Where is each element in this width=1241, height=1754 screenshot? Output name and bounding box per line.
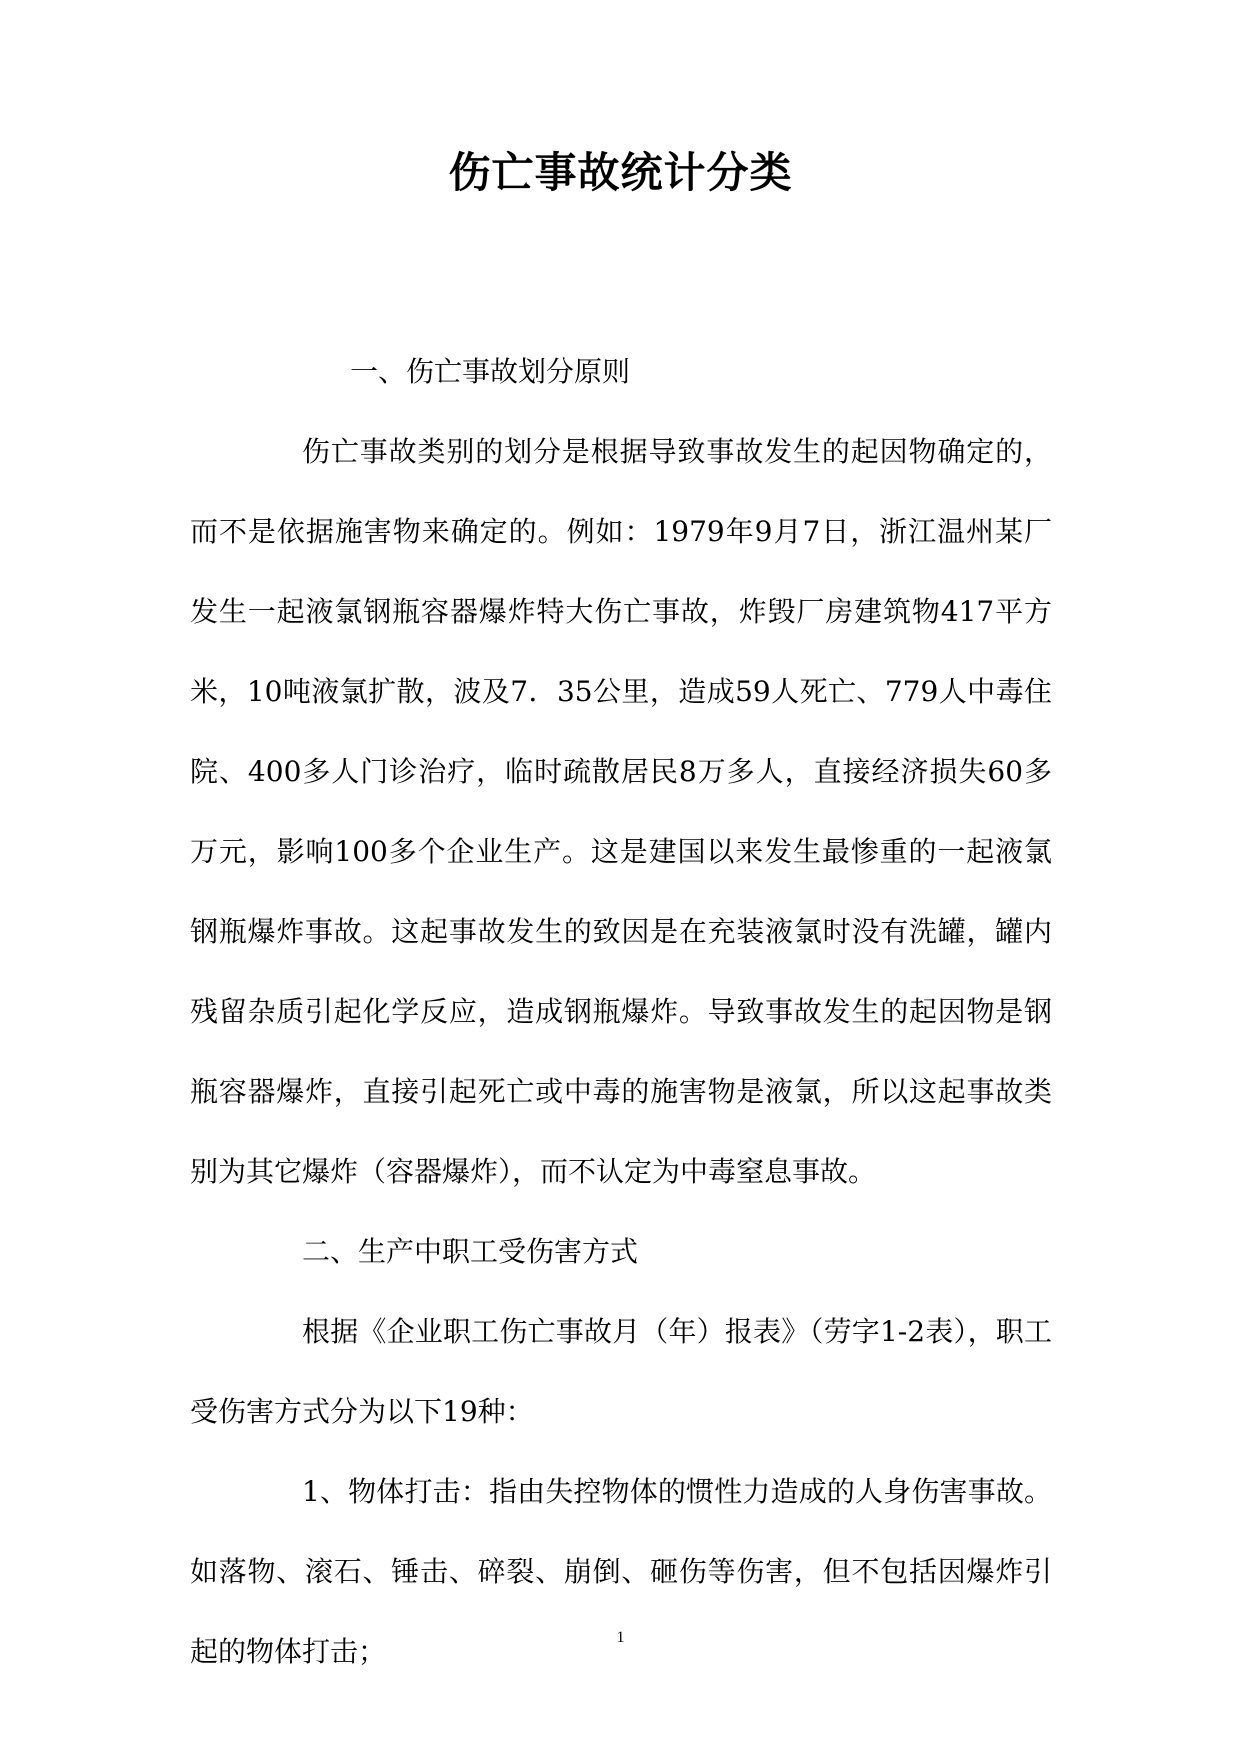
section-paragraph-injury-methods: 根据《企业职工伤亡事故月（年）报表》（劳字1-2表），职工受伤害方式分为以下19种：	[190, 1315, 1052, 1428]
document-title: 伤亡事故统计分类	[448, 148, 793, 197]
document-body	[190, 332, 1052, 1692]
section-heading-injury-methods: 二、生产中职工受伤害方式	[302, 1235, 639, 1268]
page-number: 1	[616, 1629, 625, 1646]
section-paragraph-principles: 伤亡事故类别的划分是根据导致事故发生的起因物确定的，而不是依据施害物来确定的。例如：1979年9月7日，浙江温州某厂发生一起液氯钢瓶容器爆炸特大伤亡事故，炸毁厂房建筑物417平方米，10吨液氯扩散，波及7．35公里，造成59人死亡、779人中毒住院、400多人门诊治疗，临时疏散居民8万多人，直接经济损失60多万元，影响100多个企业生产。这是建国以来发生最惨重的一起液氯钢瓶爆炸事故。这起事故发生的致因是在充装液氯时没有洗罐，罐内残留杂质引起化学反应，造成钢瓶爆炸。导致事故发生的起因物是钢瓶容器爆炸，直接引起死亡或中毒的施害物是液氯，所以这起事故类别为其它爆炸（容器爆炸），而不认定为中毒窒息事故。	[190, 435, 1052, 1188]
section-heading-principles: 一、伤亡事故划分原则	[350, 355, 631, 388]
list-item-object-strike: 1、物体打击：指由失控物体的惯性力造成的人身伤害事故。如落物、滚石、锤击、碎裂、崩倒、砸伤等伤害，但不包括因爆炸引起的物体打击；	[190, 1475, 1052, 1668]
